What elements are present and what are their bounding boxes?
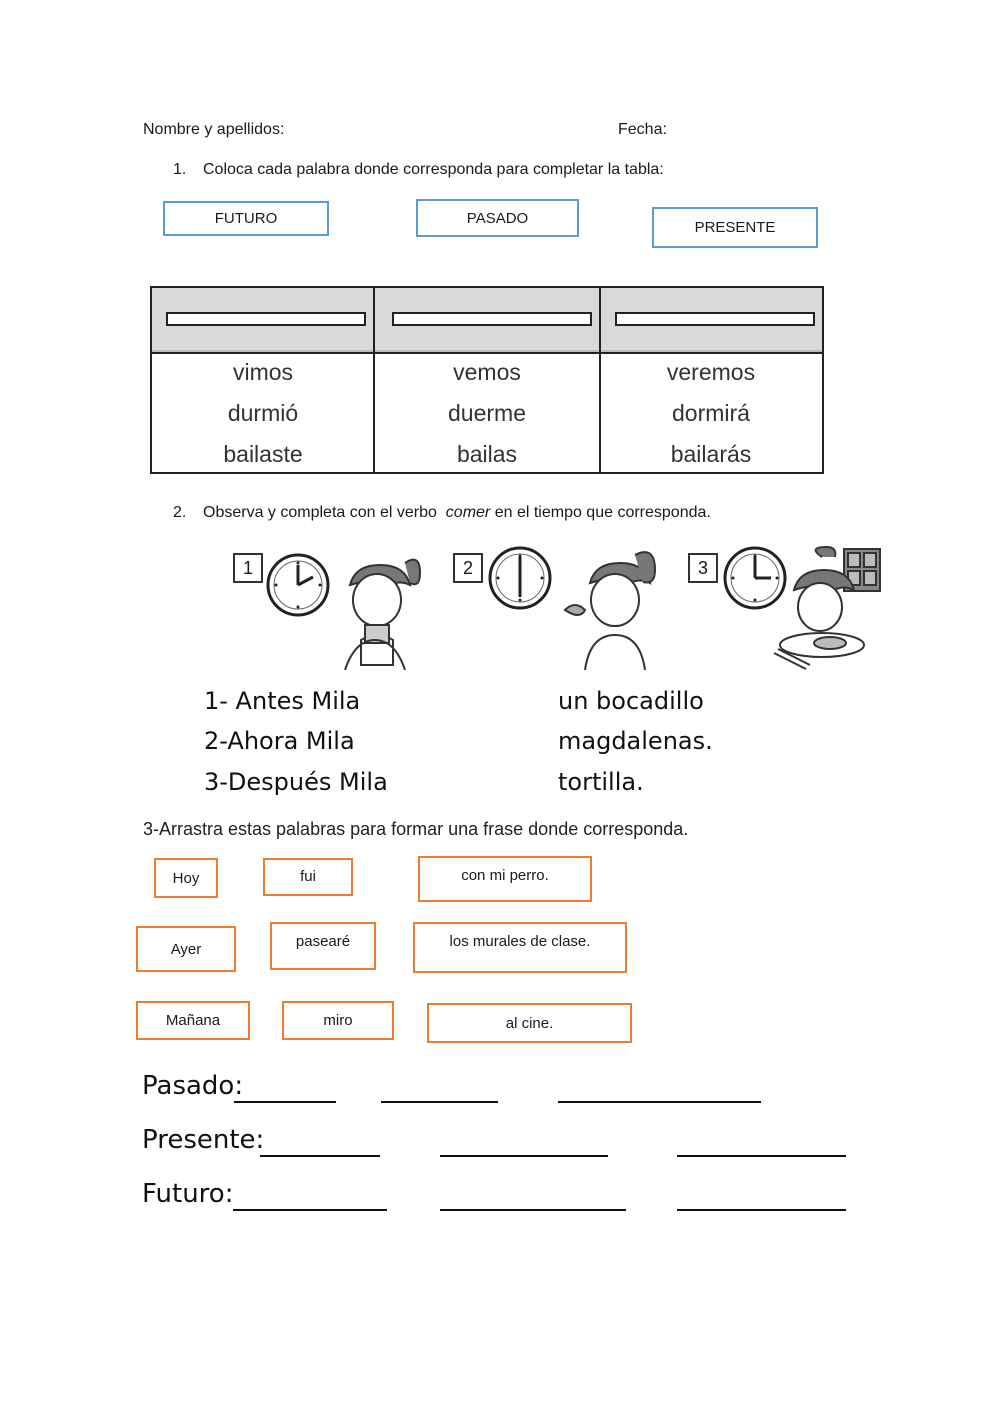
question-2-instruction: [173, 504, 711, 522]
table-cell: vimos: [232, 359, 294, 385]
scene-number-3: 3: [688, 553, 718, 583]
sentence-3-start: 3-Después Mila: [204, 768, 388, 796]
chip-miro[interactable]: miro: [282, 1001, 394, 1040]
answer-blank[interactable]: [677, 1209, 846, 1211]
chip-pasearé[interactable]: pasearé: [270, 922, 376, 970]
chip-pasado[interactable]: PASADO: [416, 199, 579, 237]
sentence-2-end: magdalenas.: [558, 727, 713, 755]
table-cell: dormirá: [672, 400, 750, 426]
answer-blank[interactable]: [677, 1155, 846, 1157]
question-number: 2.: [173, 504, 187, 521]
answer-blank[interactable]: [260, 1155, 380, 1157]
scene-number-2: 2: [453, 553, 483, 583]
table-cell: bailaste: [223, 441, 303, 467]
clock-icon: [268, 555, 328, 615]
table-cell: veremos: [666, 359, 756, 385]
table-cell: duerme: [448, 400, 526, 426]
instruction-text: en el tiempo que corresponda.: [490, 504, 711, 521]
verb-comer: comer: [445, 504, 491, 521]
table-cell: bailas: [456, 441, 518, 467]
question-3-instruction: 3-Arrastra estas palabras para formar una frase donde corresponda.: [143, 819, 689, 839]
girl-eating-sandwich-illustration: [265, 545, 425, 670]
date-label: Fecha:: [618, 121, 667, 138]
name-label: Nombre y apellidos:: [143, 121, 285, 138]
answer-blank[interactable]: [440, 1155, 608, 1157]
chip-futuro[interactable]: FUTURO: [163, 201, 329, 236]
drop-slot-2[interactable]: [392, 312, 592, 326]
answer-blank[interactable]: [234, 1101, 336, 1103]
question-number: 1.: [173, 161, 187, 178]
chip-ayer[interactable]: Ayer: [136, 926, 236, 972]
instruction-text: Observa y completa con el verbo: [203, 504, 442, 521]
scene-number-1: 1: [233, 553, 263, 583]
question-1-instruction: [173, 161, 664, 179]
drop-slot-1[interactable]: [166, 312, 366, 326]
verb-table: [150, 286, 824, 474]
chip-fui[interactable]: fui: [263, 858, 353, 896]
answer-label-futuro: Futuro:: [142, 1179, 234, 1209]
girl-eating-muffin-illustration: [485, 545, 665, 670]
answer-blank[interactable]: [381, 1101, 498, 1103]
girl-eating-tortilla-illustration: [722, 545, 890, 673]
clock-icon: [725, 548, 785, 608]
chip-los-murales-de-clase[interactable]: los murales de clase.: [413, 922, 627, 973]
chip-con-mi-perro[interactable]: con mi perro.: [418, 856, 592, 902]
table-cell: durmió: [227, 400, 299, 426]
answer-blank[interactable]: [233, 1209, 387, 1211]
sentence-1-end: un bocadillo: [558, 687, 704, 715]
answer-label-presente: Presente:: [142, 1125, 265, 1155]
sentence-1-start: 1- Antes Mila: [204, 687, 361, 715]
answer-label-pasado: Pasado:: [142, 1071, 244, 1101]
chip-hoy[interactable]: Hoy: [154, 858, 218, 898]
table-cell: bailarás: [670, 441, 752, 467]
chip-al-cine[interactable]: al cine.: [427, 1003, 632, 1043]
drop-slot-3[interactable]: [615, 312, 815, 326]
answer-blank[interactable]: [558, 1101, 761, 1103]
clock-icon: [490, 548, 550, 608]
chip-presente[interactable]: PRESENTE: [652, 207, 818, 248]
table-cell: vemos: [453, 359, 521, 385]
instruction-text: Coloca cada palabra donde corresponda para completar la tabla:: [203, 161, 664, 178]
chip-mañana[interactable]: Mañana: [136, 1001, 250, 1040]
sentence-3-end: tortilla.: [558, 768, 644, 796]
sentence-2-start: 2-Ahora Mila: [204, 727, 355, 755]
answer-blank[interactable]: [440, 1209, 626, 1211]
